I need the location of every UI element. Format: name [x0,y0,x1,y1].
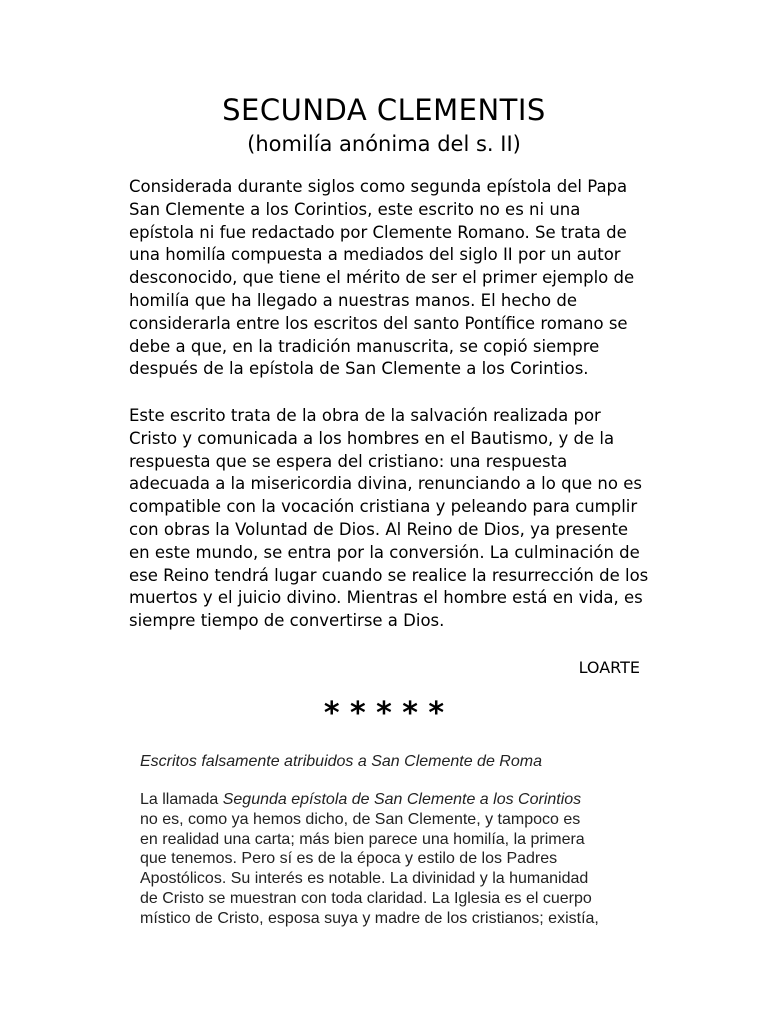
intro-paragraph-2: Este escrito trata de la obra de la salvación realizada por Cristo y comunicada a los hombres en el Bautismo, y de la respuesta que se espera del cristiano: una respuesta adecuada a la misericordia divina, renunciando a lo que no es compatible con la vocación cristiana y peleando para cumplir con obras la Voluntad de Dios. Al Reino de Dios, ya presente en este mundo, se entra por la conversión. La culminación de ese Reino tendrá lugar cuando se realice la resurrección de los muertos y el juicio divino. Mientras el hombre está en vida, es siempre tiempo de convertirse a Dios. [129,406,649,631]
body-line: místico de Cristo, esposa suya y madre de los cristianos; existía, [140,909,599,927]
body-line: que tenemos. Pero sí es de la época y estilo de los Padres [140,850,558,868]
page-subtitle: (homilía anónima del s. II) [247,132,521,156]
body-line: no es, como ya hemos dicho, de San Clemente, y tampoco es [140,810,581,828]
author-signature: LOARTE [578,658,640,677]
body-line [140,790,599,810]
intro-paragraph-1: Considerada durante siglos como segunda epístola del Papa San Clemente a los Corintios, este escrito no es ni una epístola ni fue redactado por Clemente Romano. Se trata de una homilía compuesta a mediados del siglo II por un autor desconocido, que tiene el mérito de ser el primer ejemplo de homilía que ha llegado a nuestras manos. El hecho de considerarla entre los escritos del santo Pontífice romano se debe a que, en la tradición manuscrita, se copió siempre después de la epístola de San Clemente a los Corintios. [129,177,635,379]
page-title: SECUNDA CLEMENTIS [222,93,546,127]
section-body [140,790,599,929]
body-line: de Cristo se muestran con toda claridad. La Iglesia es el cuerpo [140,889,592,907]
body-line: en realidad una carta; más bien parece una homilía, la primera [140,830,585,848]
section-heading: Escritos falsamente atribuidos a San Clemente de Roma [140,753,542,770]
section-separator: * * * * * [323,696,445,731]
body-line-prefix: La llamada [140,791,223,808]
epistle-title-italic: Segunda epístola de San Clemente a los Corintios [222,791,582,808]
body-line: Apostólicos. Su interés es notable. La divinidad y la humanidad [140,870,589,888]
